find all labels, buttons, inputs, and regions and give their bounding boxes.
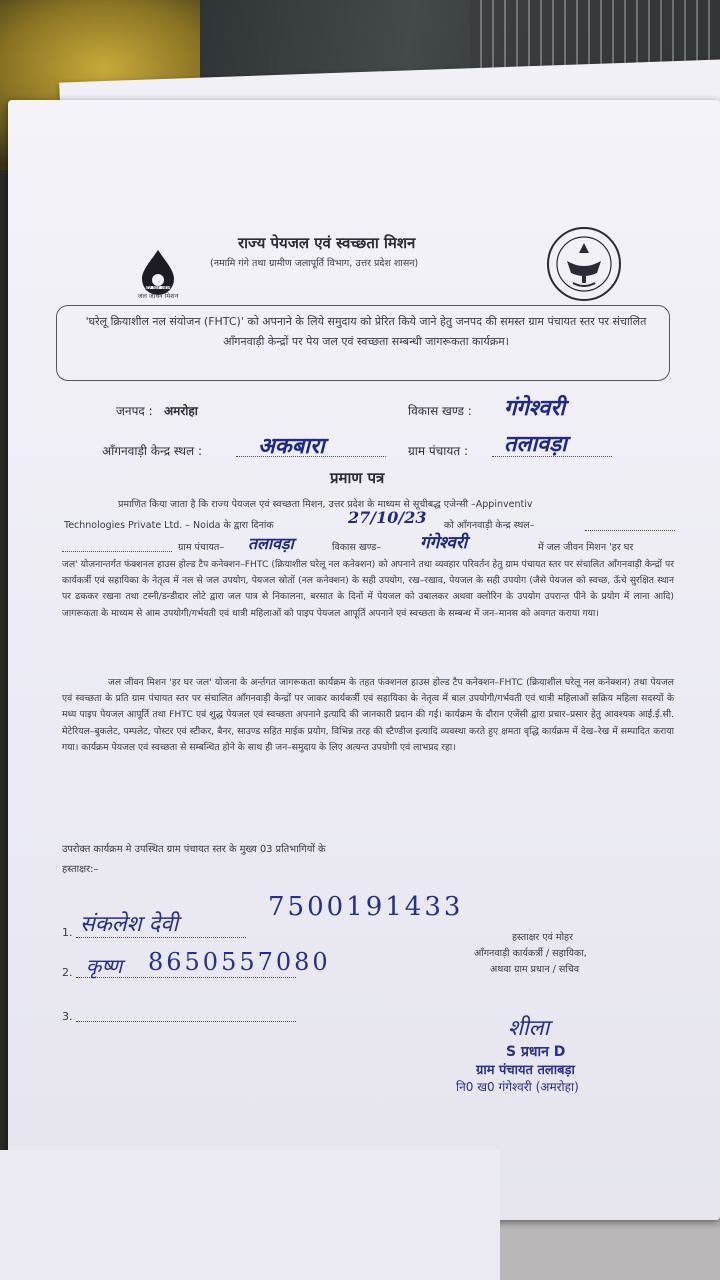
panchayat-value-handwritten: तलावड़ा [504, 431, 567, 457]
stamp-line-2: ग्राम पंचायत तलाबड़ा [476, 1063, 575, 1078]
header-title: राज्य पेयजल एवं स्वच्छता मिशन [238, 234, 416, 252]
logo-caption-line-1: हर घर जल [145, 284, 171, 292]
program-title-box [56, 305, 670, 381]
district-value: अमरोहा [164, 404, 198, 418]
block-value-handwritten: गंगेश्वरी [504, 395, 566, 421]
center-value-handwritten: अकबारा [258, 433, 325, 459]
participant-2-phone: 8650557080 [148, 948, 331, 976]
program-title-text: 'घरेलू क्रियाशील नल संयोजन (FHTC)' को अपनाने के लिये समुदाय को प्रेरित किये जाने हेतु जनपद की समस्त ग्राम पंचायत स्तर पर संचालित आँगनवाड़ी केन्द्रों पर पेय जल एवं स्वच्छता सम्बन्धी जागरूकता कार्यक्रम। [85, 315, 647, 348]
signatory-line-3: अथवा ग्राम प्रधान / सचिव [490, 964, 580, 975]
block-label: विकास खण्ड : [408, 404, 472, 418]
document-sheet-bottom [0, 1150, 500, 1280]
certificate-paragraph-1: जल' योजनान्तर्गत फंक्शनल हाउस होल्ड टैप कनेक्शन–FHTC (क्रियाशील घरेलू नल कनेक्शन) को अपनाने तथा व्यवहार परिवर्तन हेतु ग्राम पंचायत स्तर पर संचालित आँगनवाड़ी केन्द्रों पर कार्यकर्त्री एवं सहायिका के नेतृत्व में नल से जल उपयोग, पेयजल स्रोतों (नल कनेक्शन) के सही उपयोग, रख–रखाव, पेयजल के सही उपयोग (जैसे पेयजल को स्वच्छ, ऊँचे सुरक्षित स्थान पर ढककर रखना तथा टस्नी/डन्डीदार लोटे द्वारा जल पात्र से निकालना, बरसात के दिनों में पेयजल को उबालकर अथवा क्लोरिन के उपयोग उपरान्त पीने के प्रयोग में लाना आदि) जागरूकता के माध्यम से आम उपयोगी/गर्भवती एवं धात्री महिलाओं को पाइप पेयजल आपूर्ति अपनाने एवं स्वच्छता के सम्बन्ध में जन–मानस को अवगत कराया गया। [62, 559, 674, 619]
signatory-line-2: आँगनवाड़ी कार्यकर्त्री / सहायिका, [474, 948, 587, 959]
pradhan-signature: शीला [508, 1016, 550, 1041]
line3-dotted-line [62, 551, 172, 552]
uttar-pradesh-seal-logo [545, 225, 623, 303]
participant-2-signature: कृष्ण [86, 954, 123, 978]
certificate-line-3b: विकास खण्ड– [332, 542, 382, 553]
gram-panchayat-label: ग्राम पंचायत : [408, 444, 469, 458]
participant-1-number: 1. [62, 926, 73, 939]
signatures-label: हस्ताक्षर:– [62, 864, 99, 875]
participants-intro: उपरोक्त कार्यक्रम मे उपस्थित ग्राम पंचायत स्तर के मुख्य 03 प्रतिभागियों के [62, 844, 326, 855]
certificate-line-1: प्रमाणित किया जाता है कि राज्य पेयजल एवं स्वच्छता मिशन, उत्तर प्रदेश के माध्यम से सूचीबद्ध एजेन्सी –Appinventiv [118, 499, 533, 510]
certificate-line-3c: में जल जीवन मिशन 'हर घर [538, 542, 634, 553]
date-handwritten: 27/10/23 [348, 508, 427, 527]
certificate-line-2b: को आँगनवाड़ी केन्द्र स्थल– [444, 520, 535, 531]
district-label: जनपद : [116, 404, 153, 418]
certificate-paragraph-2: जल जीवन मिशन 'हर घर जल' योजना के अर्न्तगत जागरूकता कार्यक्रम के तहत फंक्शनल हाउस होल्ड टैप कनेक्शन–FHTC (क्रियाशील घरेलू नल कनेक्शन) तथा पेयजल एवं स्वच्छता के प्रति ग्राम पंचायत स्तर पर संचालित आँगनवाड़ी केन्द्रों पर जाकर कार्यकर्त्री एवं सहायिका के नेतृत्व में बाल उपयोगी/गर्भवती एवं धात्री महिलाओं सक्रिय महिला सदस्यों के मध्य पाइप पेयजल आपूर्ति तथा FHTC एवं शुद्ध पेयजल एवं स्वच्छता अपनाने इत्यादि की जानकारी प्रदान की गई। कार्यक्रम के दौरान एजेंसी द्वारा प्रचार–प्रसार हेतु आवश्यक आई.ई.सी. मेटेरियल–बुकलेट, पम्पलेट, पोस्टर एवं स्टीकर, बैनर, साउण्ड सहित माईक प्रयोग, विभिन्न तरह की स्टैण्डीज इत्यादि व्यवस्था करते हुए क्षमता वृद्धि कार्यक्रम में देख–रेख में सम्पादित कराया गया। कार्यक्रम पेयजल एवं स्वच्छता से सम्बन्धित होने के साथ ही जन–समुदाय के लिए अत्यन्त उपयोगी एवं लाभप्रद रहा। [62, 677, 674, 753]
line2-dotted-line [585, 530, 675, 531]
line3-panchayat-handwritten: तलावड़ा [248, 534, 294, 553]
participant-3-number: 3. [62, 1010, 73, 1023]
signatory-line-1: हस्ताक्षर एवं मोहर [512, 932, 573, 943]
certificate-title: प्रमाण पत्र [330, 469, 385, 487]
logo-caption-line-2: जल जीवन मिशन [137, 292, 179, 300]
participant-1-signature: संकलेश देवी [80, 912, 179, 937]
header-subtitle: (नमामि गंगे तथा ग्रामीण जलापूर्ति विभाग, उत्तर प्रदेश शासन) [210, 258, 419, 269]
certificate-line-3a: ग्राम पंचायत– [178, 542, 225, 553]
stamp-line-1: S प्रधान D [506, 1044, 566, 1060]
anganwadi-center-label: आँगनवाड़ी केन्द्र स्थल : [102, 444, 203, 458]
participant-1-phone: 7500191433 [268, 892, 464, 922]
participant-3-line [76, 1021, 296, 1022]
stamp-line-3: नि0 ख0 गंगेश्वरी (अमरोहा) [456, 1080, 579, 1094]
certificate-line-2a: Technologies Private Ltd. – Noida के द्वारा दिनांक [64, 520, 274, 531]
line3-block-handwritten: गंगेश्वरी [420, 533, 468, 553]
participant-2-number: 2. [62, 966, 73, 979]
logo-left-caption [134, 284, 182, 300]
